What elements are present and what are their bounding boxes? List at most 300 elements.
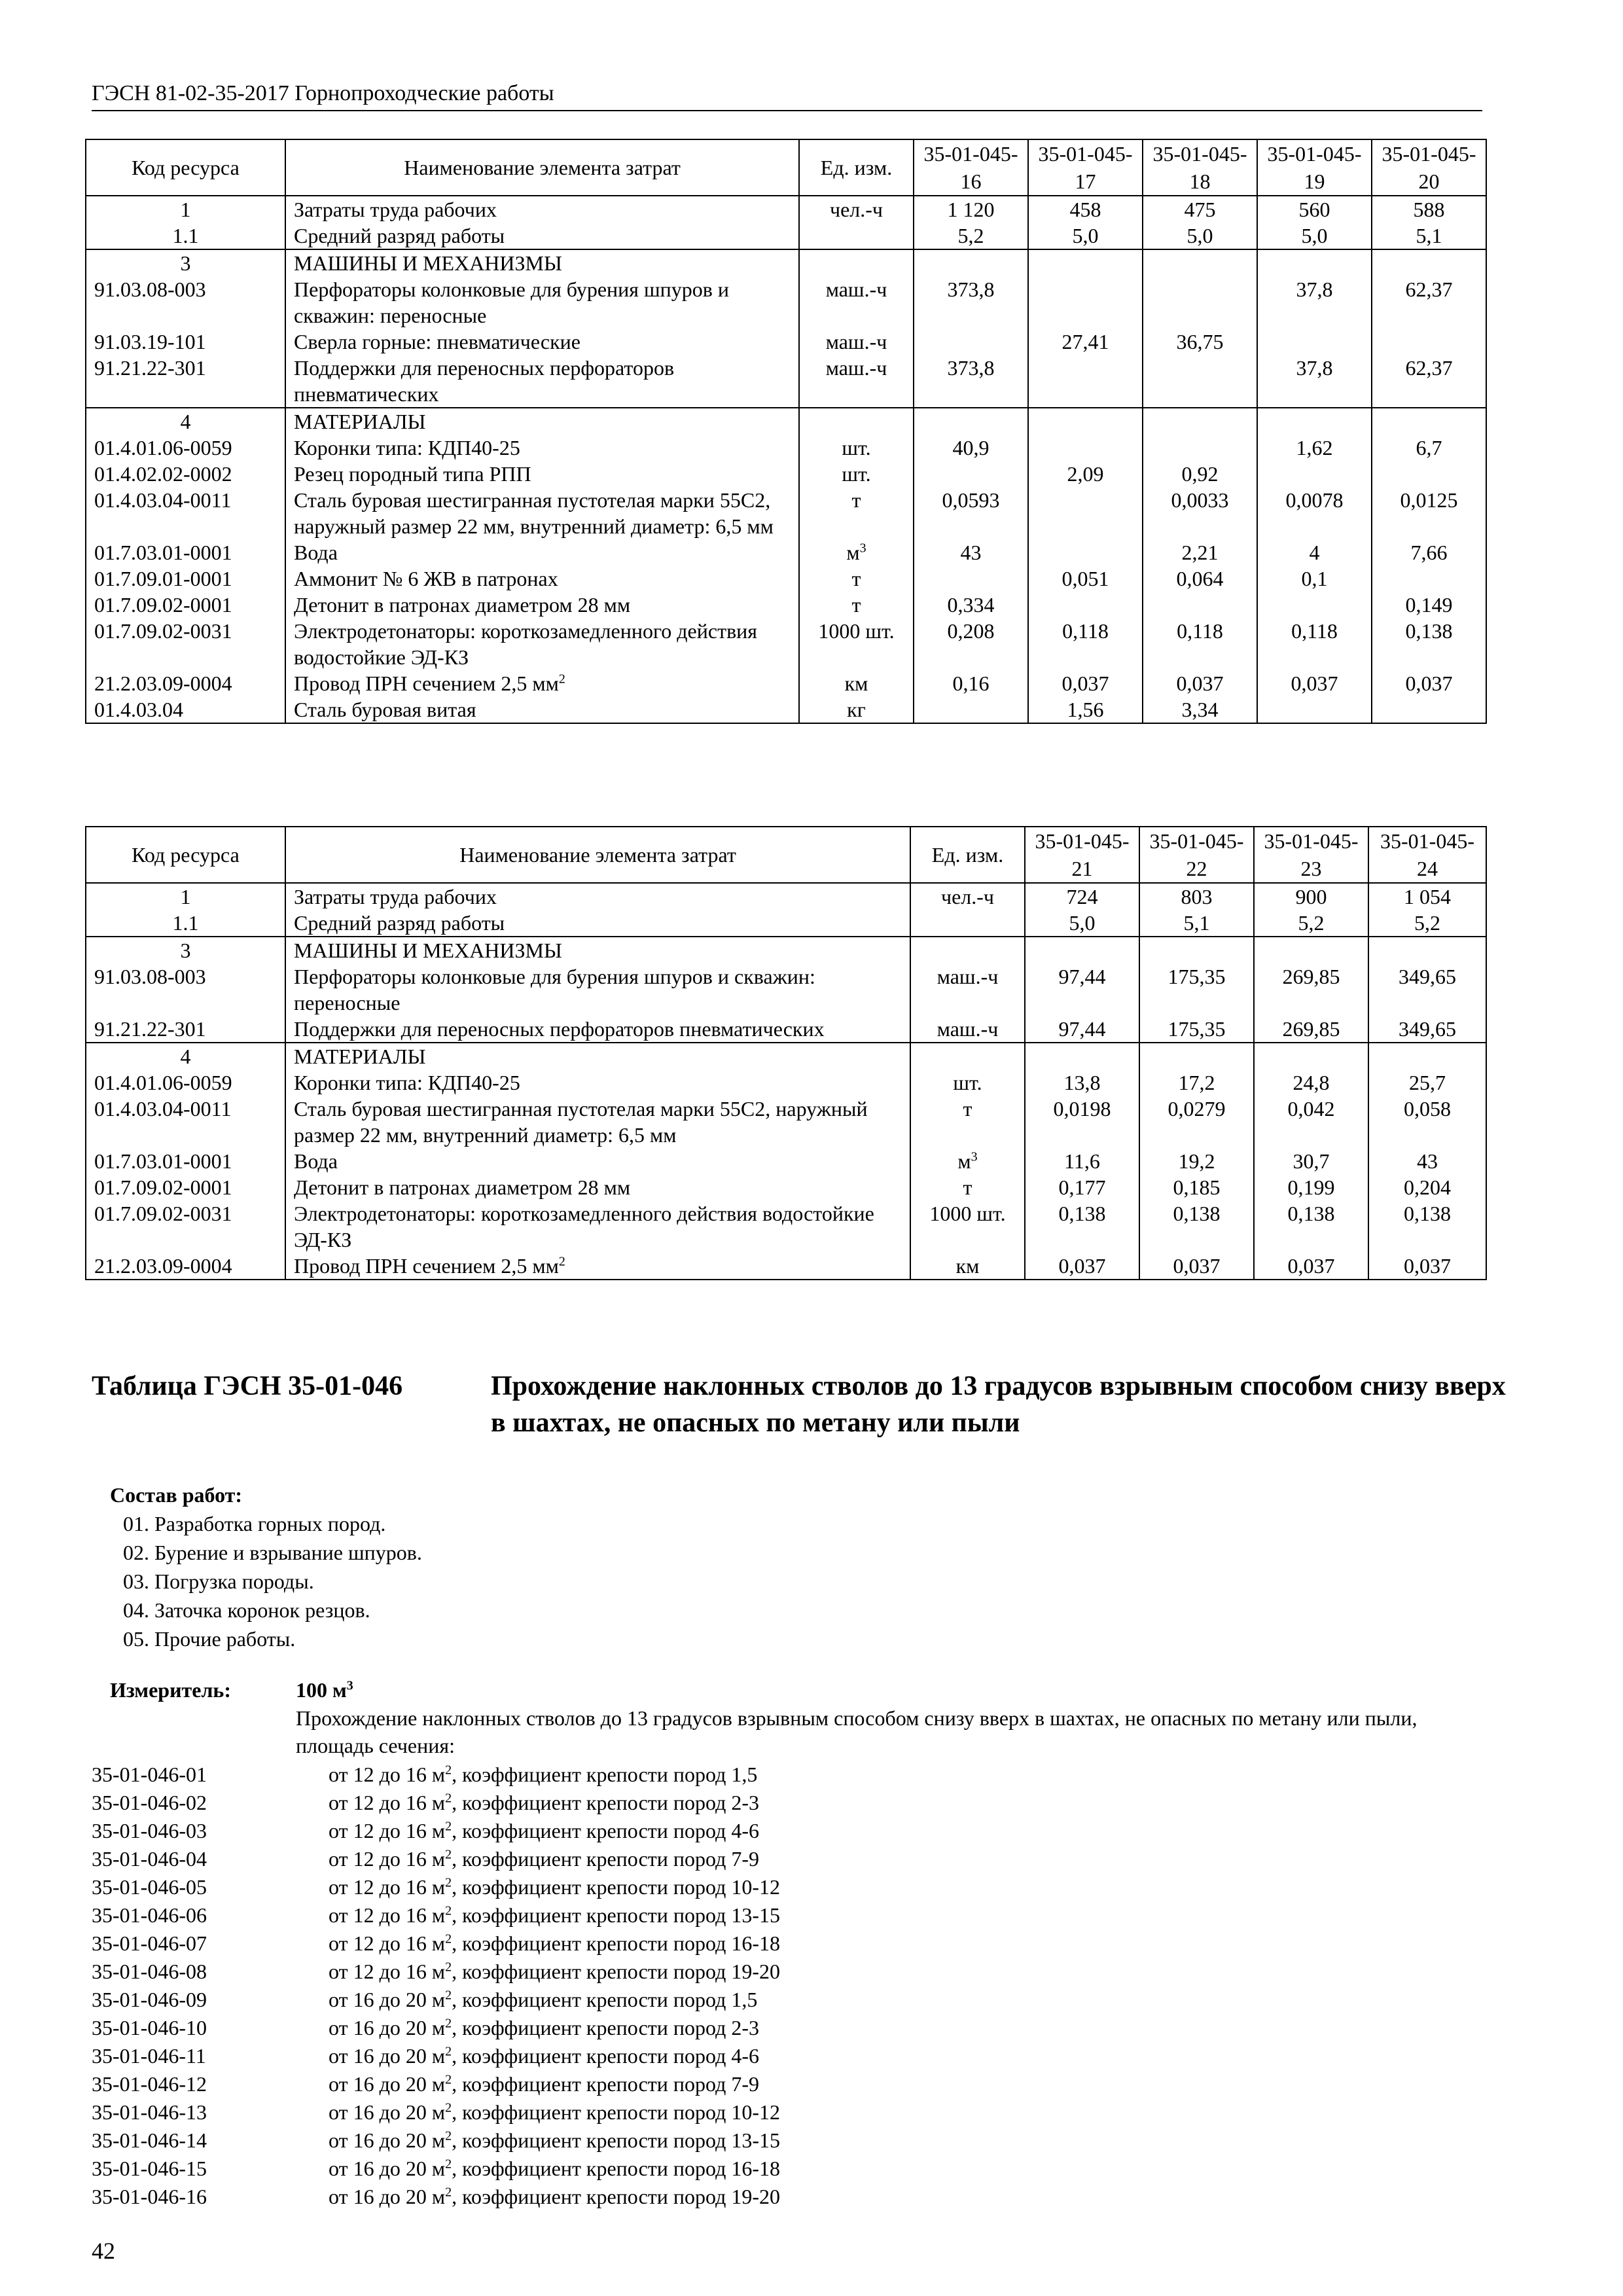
value-cell: 349,65 [1368,963,1486,1016]
value-cell: 0,138 [1372,618,1486,670]
code-description-sup: 2 [445,2044,452,2059]
table-row [86,696,1486,723]
code-list-item [92,1873,780,1901]
unit-cell [910,1069,1025,1096]
code-description [329,1988,757,2011]
value-cell [1257,329,1372,355]
code-list-item [92,1817,780,1845]
resource-name-cell [285,461,799,487]
table-row [86,1096,1486,1148]
value-cell: 7,66 [1372,539,1486,565]
code-description [329,2100,780,2124]
resource-code-cell: 01.7.09.02-0001 [86,1174,285,1200]
resource-name-cell [285,565,799,592]
value-cell [1028,487,1143,539]
resource-code-cell: 01.7.09.01-0001 [86,565,285,592]
resource-name-cell [285,1016,910,1043]
resource-name-sup: 2 [558,1254,565,1269]
value-cell [1254,1043,1368,1069]
resource-name-cell [285,963,910,1016]
value-cell [1372,249,1486,276]
resource-code-cell: 91.03.19-101 [86,329,285,355]
unit-sup: 3 [859,541,866,556]
resource-name-cell [285,355,799,408]
code-description-rest: , коэффициент крепости пород 4-6 [452,1819,760,1842]
value-cell [1143,249,1257,276]
value-cell: 5,0 [1025,910,1139,937]
measure-value-sup: 3 [346,1678,353,1693]
table-row [86,1174,1486,1200]
code-list-item [92,1901,780,1929]
table-row [86,1043,1486,1069]
code-description [329,1875,780,1899]
table-row [86,565,1486,592]
unit-cell [799,565,914,592]
code-list-item [92,1986,780,2014]
unit-cell [799,329,914,355]
unit-cell [799,670,914,696]
measure-description: Прохождение наклонных стволов до 13 градусов взрывным способом снизу вверх в шахтах, не опасных по метану или пыли, площадь сечения: [296,1706,1418,1757]
estimate-code: 35-01-046-11 [92,2044,206,2068]
code-list-item [92,2155,780,2183]
table-row [86,910,1486,937]
unit-text: шт. [842,436,871,459]
unit-text: т [963,1097,972,1121]
resource-name-text: МАТЕРИАЛЫ [294,410,426,433]
resource-name-cell [285,1069,910,1096]
header-title: ГЭСН 81-02-35-2017 Горнопроходческие работы [92,81,554,105]
code-description [329,2044,759,2068]
code-list-item [92,2126,780,2155]
resource-name-text: Вода [294,1149,338,1173]
value-cell: 0,177 [1025,1174,1139,1200]
resource-name-text: Поддержки для переносных перфораторов пневматических [294,1017,825,1041]
value-cell: 1 120 [914,196,1028,223]
resource-name-cell [285,1200,910,1253]
value-cell [1028,539,1143,565]
work-item: 01. Разработка горных пород. [123,1512,386,1535]
column-header: 35-01-045-18 [1143,139,1257,196]
table-row [86,408,1486,435]
value-cell [914,461,1028,487]
unit-cell [910,910,1025,937]
code-description-range: от 16 до 20 м [329,2128,446,2152]
code-list [92,1761,780,2211]
unit-text: маш.-ч [936,965,999,988]
code-description [329,1960,780,1983]
work-composition-heading: Состав работ: [110,1483,243,1507]
unit-cell [910,1016,1025,1043]
page-header [92,79,1482,111]
estimate-code: 35-01-046-08 [92,1960,207,1983]
resource-code-cell: 01.4.01.06-0059 [86,435,285,461]
unit-text: чел.-ч [940,885,994,908]
value-cell: 0,138 [1254,1200,1368,1253]
value-cell [1257,461,1372,487]
code-description-range: от 16 до 20 м [329,2157,446,2180]
value-cell: 19,2 [1139,1148,1254,1174]
unit-cell [799,618,914,670]
column-header: 35-01-045-23 [1254,827,1368,883]
resource-name-text: МАШИНЫ И МЕХАНИЗМЫ [294,251,562,275]
code-description-sup: 2 [445,2157,452,2172]
value-cell: 900 [1254,883,1368,910]
work-item: 04. Заточка коронок резцов. [123,1598,370,1622]
column-header: Код ресурса [86,827,285,883]
resource-name-cell [285,196,799,223]
unit-text: шт. [953,1071,982,1094]
value-cell [1257,696,1372,723]
code-description [329,2185,780,2208]
resource-name-text: Перфораторы колонковые для бурения шпуров и скважин: переносные [294,965,815,1014]
value-cell: 0,118 [1257,618,1372,670]
column-header: Наименование элемента затрат [285,139,799,196]
code-description-sup: 2 [445,1763,452,1778]
resource-name-text: Перфораторы колонковые для бурения шпуров и скважин: переносные [294,278,730,327]
table-row [86,196,1486,223]
unit-text: кг [847,698,866,721]
value-cell: 0,037 [1368,1253,1486,1280]
unit-text: м [957,1149,971,1173]
value-cell: 30,7 [1254,1148,1368,1174]
code-description-range: от 12 до 16 м [329,1931,446,1955]
value-cell: 0,118 [1028,618,1143,670]
resource-name-cell [285,1174,910,1200]
unit-text: км [844,672,868,695]
value-cell [1368,1043,1486,1069]
value-cell: 588 [1372,196,1486,223]
code-description-range: от 16 до 20 м [329,2044,446,2068]
resource-name-sup: 2 [558,672,565,687]
code-description [329,2157,780,2180]
unit-text: 1000 шт. [929,1202,1006,1225]
value-cell: 0,037 [1372,670,1486,696]
table-row [86,1016,1486,1043]
value-cell: 269,85 [1254,963,1368,1016]
value-cell: 0,0078 [1257,487,1372,539]
code-description-range: от 16 до 20 м [329,2100,446,2124]
estimate-code: 35-01-046-12 [92,2072,207,2096]
value-cell: 0,0125 [1372,487,1486,539]
work-item: 02. Бурение и взрывание шпуров. [123,1541,422,1564]
code-description-rest: , коэффициент крепости пород 2-3 [452,2016,760,2039]
value-cell: 0,0198 [1025,1096,1139,1148]
value-cell [1372,696,1486,723]
resource-name-text: МАШИНЫ И МЕХАНИЗМЫ [294,939,562,962]
code-description-range: от 16 до 20 м [329,2185,446,2208]
estimate-code: 35-01-046-15 [92,2157,207,2180]
unit-cell [799,487,914,539]
resource-code-cell: 1.1 [86,223,285,249]
code-description-sup: 2 [445,1931,452,1946]
unit-text: чел.-ч [829,198,883,221]
code-list-item [92,1929,780,1958]
value-cell: 0,037 [1143,670,1257,696]
resource-code-cell: 1.1 [86,910,285,937]
value-cell [1028,408,1143,435]
code-description-sup: 2 [445,1791,452,1806]
unit-text: шт. [842,462,871,486]
resource-code-cell: 01.7.09.02-0001 [86,592,285,618]
column-header: 35-01-045-24 [1368,827,1486,883]
value-cell: 5,2 [914,223,1028,249]
resource-name-text: Провод ПРН сечением 2,5 мм [294,1254,559,1278]
resource-code-cell: 01.4.03.04 [86,696,285,723]
table-row [86,1069,1486,1096]
value-cell [1028,592,1143,618]
resource-name-text: Детонит в патронах диаметром 28 мм [294,1175,631,1199]
code-description [329,1903,780,1927]
resource-code-cell: 91.21.22-301 [86,1016,285,1043]
resource-name-text: Аммонит № 6 ЖВ в патронах [294,567,558,590]
unit-cell [910,1253,1025,1280]
value-cell: 11,6 [1025,1148,1139,1174]
unit-text: т [851,567,861,590]
table-row [86,963,1486,1016]
unit-text: маш.-ч [825,330,887,353]
unit-cell [910,937,1025,963]
value-cell [1139,1043,1254,1069]
value-cell: 6,7 [1372,435,1486,461]
value-cell: 0,0593 [914,487,1028,539]
code-description-rest: , коэффициент крепости пород 16-18 [452,1931,781,1955]
code-description-range: от 16 до 20 м [329,2016,446,2039]
value-cell: 62,37 [1372,355,1486,408]
table-row [86,249,1486,276]
code-description-rest: , коэффициент крепости пород 7-9 [452,1847,760,1871]
value-cell: 0,0033 [1143,487,1257,539]
value-cell: 0,334 [914,592,1028,618]
resource-code-cell: 3 [86,937,285,963]
value-cell [1139,937,1254,963]
resource-name-text: Провод ПРН сечением 2,5 мм [294,672,559,695]
value-cell: 0,204 [1368,1174,1486,1200]
resource-name-text: Вода [294,541,338,564]
value-cell: 0,138 [1139,1200,1254,1253]
resource-name-text: Сталь буровая витая [294,698,476,721]
value-cell: 269,85 [1254,1016,1368,1043]
value-cell: 62,37 [1372,276,1486,329]
column-header: 35-01-045-22 [1139,827,1254,883]
table-row [86,883,1486,910]
unit-cell [799,355,914,408]
resource-code-cell: 21.2.03.09-0004 [86,670,285,696]
unit-text: т [851,593,861,617]
resource-name-cell [285,592,799,618]
value-cell: 0,208 [914,618,1028,670]
value-cell: 803 [1139,883,1254,910]
value-cell: 5,0 [1257,223,1372,249]
value-cell: 0,064 [1143,565,1257,592]
value-cell: 0,037 [1254,1253,1368,1280]
resource-table-2 [85,826,1487,1280]
estimate-code: 35-01-046-10 [92,2016,207,2039]
estimate-code: 35-01-046-14 [92,2128,207,2152]
code-description-range: от 12 до 16 м [329,1903,446,1927]
code-description [329,1763,757,1786]
value-cell: 4 [1257,539,1372,565]
value-cell [1028,435,1143,461]
table-row [86,487,1486,539]
unit-cell [910,883,1025,910]
column-header: Ед. изм. [910,827,1025,883]
measure-label: Измеритель: [110,1678,231,1702]
resource-name-cell [285,1253,910,1280]
code-description-range: от 12 до 16 м [329,1791,446,1814]
value-cell: 43 [1368,1148,1486,1174]
resource-name-cell [285,408,799,435]
value-cell: 0,058 [1368,1096,1486,1148]
table-row [86,618,1486,670]
resource-name-text: Средний разряд работы [294,911,505,935]
value-cell [1372,329,1486,355]
value-cell: 5,1 [1372,223,1486,249]
code-description-rest: , коэффициент крепости пород 19-20 [452,2185,781,2208]
unit-cell [799,696,914,723]
code-description [329,2016,759,2039]
resource-code-cell: 01.4.03.04-0011 [86,1096,285,1148]
value-cell: 5,1 [1139,910,1254,937]
value-cell: 2,09 [1028,461,1143,487]
code-description-rest: , коэффициент крепости пород 7-9 [452,2072,760,2096]
value-cell: 24,8 [1254,1069,1368,1096]
code-description-rest: , коэффициент крепости пород 19-20 [452,1960,781,1983]
work-item: 03. Погрузка породы. [123,1570,314,1593]
value-cell [914,696,1028,723]
resource-name-cell [285,249,799,276]
code-description-range: от 12 до 16 м [329,1819,446,1842]
code-description [329,1819,759,1842]
resource-name-cell [285,696,799,723]
value-cell: 0,92 [1143,461,1257,487]
unit-text: км [955,1254,980,1278]
code-list-item [92,2042,780,2070]
unit-cell [799,408,914,435]
resource-name-text: Сталь буровая шестигранная пустотелая марки 55С2, наружный размер 22 мм, внутренний диаметр: 6,5 мм [294,488,774,538]
code-description-sup: 2 [445,2016,452,2031]
value-cell: 0,118 [1143,618,1257,670]
code-description-sup: 2 [445,1847,452,1862]
value-cell: 1 054 [1368,883,1486,910]
code-list-item [92,2014,780,2042]
estimate-code: 35-01-046-04 [92,1847,207,1871]
value-cell: 175,35 [1139,1016,1254,1043]
unit-cell [799,223,914,249]
estimate-code: 35-01-046-06 [92,1903,207,1927]
estimate-code: 35-01-046-03 [92,1819,207,1842]
code-description [329,1847,759,1871]
column-header: Наименование элемента затрат [285,827,910,883]
value-cell: 17,2 [1139,1069,1254,1096]
resource-code-cell: 4 [86,408,285,435]
table-row [86,670,1486,696]
resource-code-cell: 01.4.01.06-0059 [86,1069,285,1096]
unit-cell [910,1148,1025,1174]
estimate-code: 35-01-046-16 [92,2185,207,2208]
value-cell [1372,461,1486,487]
value-cell: 0,16 [914,670,1028,696]
code-description-sup: 2 [445,1960,452,1975]
code-description-sup: 2 [445,2185,452,2200]
resource-name-text: Средний разряд работы [294,224,505,247]
unit-text: т [851,488,861,512]
table-row [86,539,1486,565]
resource-code-cell: 91.03.08-003 [86,276,285,329]
resource-code-cell: 91.21.22-301 [86,355,285,408]
resource-code-cell: 4 [86,1043,285,1069]
value-cell: 0,138 [1025,1200,1139,1253]
code-description-sup: 2 [445,1819,452,1834]
value-cell: 97,44 [1025,1016,1139,1043]
code-description-rest: , коэффициент крепости пород 2-3 [452,1791,760,1814]
value-cell: 3,34 [1143,696,1257,723]
unit-text: 1000 шт. [818,619,895,643]
value-cell: 0,042 [1254,1096,1368,1148]
value-cell: 373,8 [914,276,1028,329]
code-list-item [92,1958,780,1986]
value-cell: 2,21 [1143,539,1257,565]
code-description-sup: 2 [445,2072,452,2087]
value-cell: 0,199 [1254,1174,1368,1200]
code-description-rest: , коэффициент крепости пород 10-12 [452,1875,781,1899]
value-cell: 0,185 [1139,1174,1254,1200]
value-cell [1257,408,1372,435]
resource-name-text: Сверла горные: пневматические [294,330,580,353]
resource-name-cell [285,539,799,565]
table-row [86,1148,1486,1174]
value-cell: 0,037 [1028,670,1143,696]
value-cell: 0,138 [1368,1200,1486,1253]
resource-name-cell [285,276,799,329]
unit-cell [799,592,914,618]
value-cell: 0,037 [1139,1253,1254,1280]
table-row [86,329,1486,355]
value-cell [1028,276,1143,329]
resource-name-text: Детонит в патронах диаметром 28 мм [294,593,631,617]
unit-sup: 3 [971,1149,978,1164]
table-row [86,937,1486,963]
resource-code-cell: 01.7.09.02-0031 [86,618,285,670]
value-cell [1257,592,1372,618]
table-row [86,1200,1486,1253]
value-cell: 458 [1028,196,1143,223]
unit-cell [910,1096,1025,1148]
value-cell [1143,408,1257,435]
measure-value-text: 100 м [296,1678,347,1702]
resource-name-text: МАТЕРИАЛЫ [294,1045,426,1068]
code-description [329,1791,759,1814]
code-description-rest: , коэффициент крепости пород 13-15 [452,1903,781,1927]
value-cell: 43 [914,539,1028,565]
resource-name-text: Сталь буровая шестигранная пустотелая марки 55С2, наружный размер 22 мм, внутренний диаметр: 6,5 мм [294,1097,868,1147]
code-description-sup: 2 [445,2128,452,2144]
resource-name-cell [285,1096,910,1148]
value-cell: 373,8 [914,355,1028,408]
value-cell: 175,35 [1139,963,1254,1016]
table-row [86,461,1486,487]
table-row [86,1253,1486,1280]
code-description [329,2128,780,2152]
column-header: 35-01-045-17 [1028,139,1143,196]
resource-name-text: Затраты труда рабочих [294,198,497,221]
code-description-range: от 12 до 16 м [329,1960,446,1983]
code-description-rest: , коэффициент крепости пород 16-18 [452,2157,781,2180]
column-header: 35-01-045-16 [914,139,1028,196]
code-description-rest: , коэффициент крепости пород 13-15 [452,2128,781,2152]
work-composition [110,1480,422,1653]
unit-cell [799,435,914,461]
value-cell [1257,249,1372,276]
